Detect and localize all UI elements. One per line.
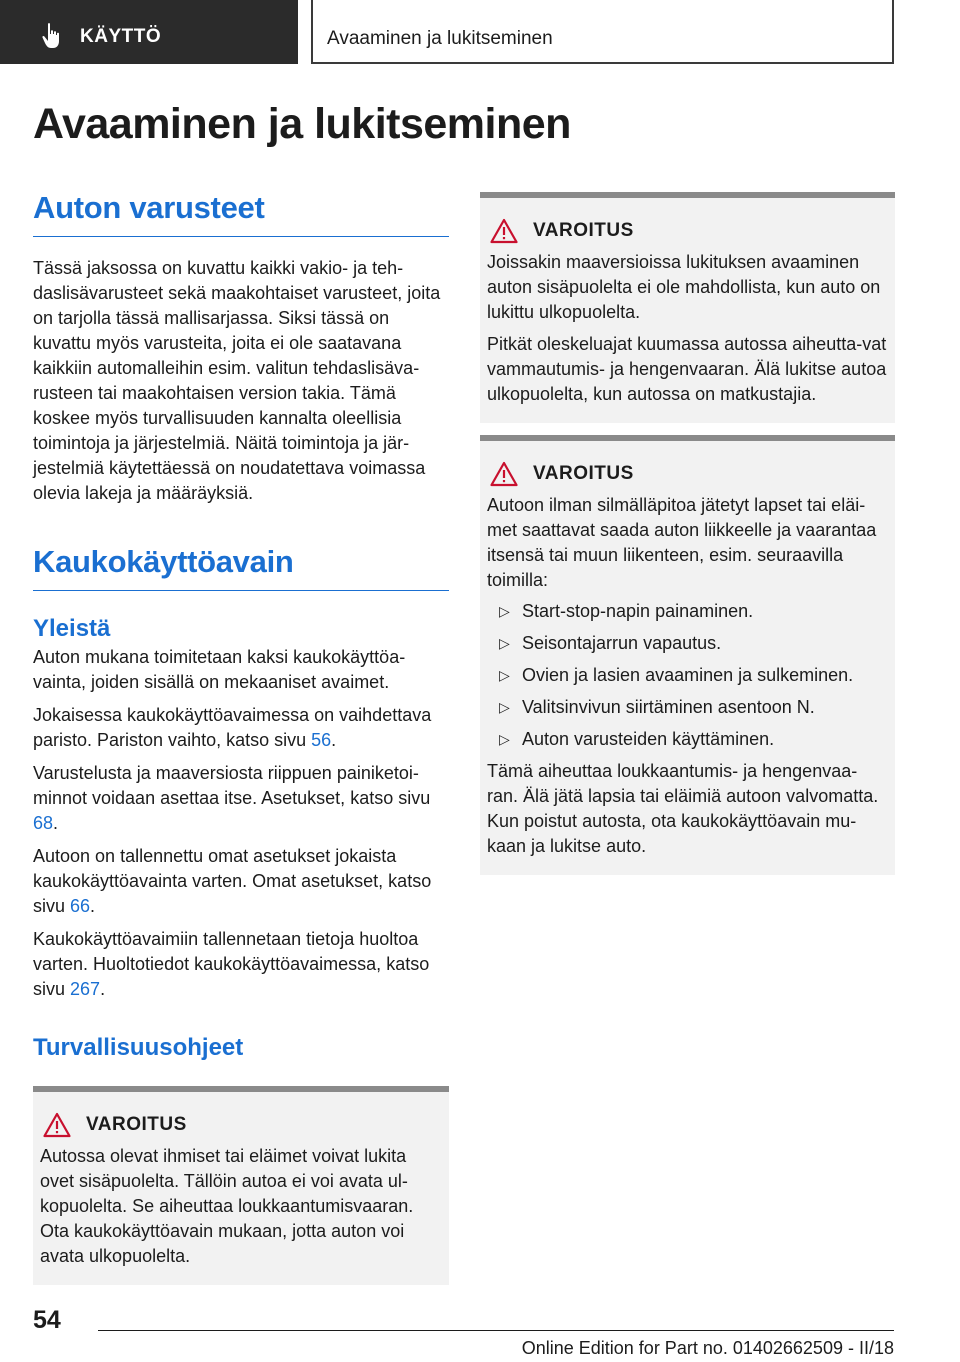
- right-column: [480, 192, 895, 875]
- list-item: ▷ Start-stop-napin painaminen.: [487, 599, 887, 624]
- general-paragraph-2: Jokaisessa kaukokäyttöavaimessa on vaihdettava paristo. Pariston vaihto, katso sivu 56.: [33, 705, 432, 750]
- list-item: ▷ Auton varusteiden käyttäminen.: [487, 727, 887, 752]
- warning-box-lock: [33, 1086, 449, 1285]
- footer-divider: [98, 1330, 894, 1331]
- triangle-bullet-icon: ▷: [499, 635, 510, 651]
- chapter-title: Avaaminen ja lukitseminen: [327, 28, 553, 49]
- triangle-bullet-icon: ▷: [499, 603, 510, 619]
- left-column: [33, 190, 449, 1285]
- general-paragraph-1: Auton mukana toimitetaan kaksi kaukokäyttöa-vainta, joiden sisällä on mekaaniset avaimet.: [33, 647, 406, 692]
- triangle-bullet-icon: ▷: [499, 699, 510, 715]
- general-paragraph-3: Varustelusta ja maaversiosta riippuen painiketoi-minnot voidaan asettaa itse. Asetukset, katso sivu 68.: [33, 763, 431, 833]
- general-paragraph-4: Autoon on tallennettu omat asetukset jokaista kaukokäyttöavainta varten. Omat asetukset, katso sivu 66.: [33, 846, 432, 916]
- warning-text-1: Joissakin maaversioissa lukituksen avaaminen auton sisäpuolelta ei ole mahdollista, kun auto on lukittu ulkopuolelta.: [487, 252, 881, 322]
- warning-title: VAROITUS: [533, 220, 634, 241]
- section-label: KÄYTTÖ: [80, 26, 162, 47]
- warning-text-2: Pitkät oleskeluajat kuumassa autossa aiheutta-vat vammautumis- ja hengenvaaran. Älä lukitse autoa ulkopuolelta, kun autossa on matkustajia.: [487, 334, 887, 404]
- hand-pointer-icon: [40, 22, 64, 50]
- warning-outro: Tämä aiheuttaa loukkaantumis- ja hengenvaa-ran. Älä jätä lapsia tai eläimiä autoon valvomatta. Kun poistut autosta, ota kaukokäyttöavain mu-kaan ja lukitse auto.: [487, 761, 879, 856]
- page-title: Avaaminen ja lukitseminen: [33, 100, 571, 148]
- list-item: ▷ Ovien ja lasien avaaminen ja sulkeminen.: [487, 663, 887, 688]
- warning-title: VAROITUS: [86, 1114, 187, 1135]
- page-link-66[interactable]: 66: [70, 896, 91, 916]
- warning-title: VAROITUS: [533, 463, 634, 484]
- subheading-safety: Turvallisuusohjeet: [33, 1034, 244, 1061]
- triangle-bullet-icon: ▷: [499, 731, 510, 747]
- section-heading-remote-key: Kaukokäyttöavain: [33, 544, 449, 591]
- warning-box-unlock: [480, 192, 895, 423]
- warning-triangle-icon: [490, 461, 518, 487]
- general-paragraph-5: Kaukokäyttöavaimiin tallennetaan tietoja huoltoa varten. Huoltotiedot kaukokäyttöavaimessa, katso sivu 267.: [33, 929, 430, 999]
- equipment-paragraph: Tässä jaksossa on kuvattu kaikki vakio- ja teh-daslisävarusteet sekä maakohtaiset varusteet, joita on tarjolla tässä mallisarjassa. Siksi tässä on kuvattu myös varusteita, joita ei ole saatavana kaikkiin automalleihin esim. valitun tehdaslisäva-rusteen tai maakohtaisen version takia. Tämä koskee myös turvallisuuden kannalta oleellisia toimintoja ja järjestelmiä. Näitä toimintoja ja jär-jestelmiä käytettäessä on noudatettava voimassa olevia lakeja ja määräyksiä.: [33, 258, 441, 503]
- triangle-bullet-icon: ▷: [499, 667, 510, 683]
- page-number: 54: [33, 1306, 61, 1334]
- page-link-68[interactable]: 68: [33, 813, 54, 833]
- header-chapter-box: [311, 0, 894, 64]
- warning-triangle-icon: [43, 1112, 71, 1138]
- section-heading-equipment: Auton varusteet: [33, 190, 449, 237]
- list-item: ▷ Seisontajarrun vapautus.: [487, 631, 887, 656]
- warning-box-children: [480, 435, 895, 875]
- warning-intro: Autoon ilman silmälläpitoa jätetyt lapset tai eläi-met saattavat saada auton liikkeelle ja vaarantaa itsensä tai muun liikenteen, esim. seuraavilla toimilla:: [487, 495, 877, 590]
- list-item: ▷ Valitsinvivun siirtäminen asentoon N.: [487, 695, 887, 720]
- section-tab: [0, 0, 298, 64]
- footer-edition: Online Edition for Part no. 01402662509 - II/18: [521, 1338, 894, 1358]
- page-link-56[interactable]: 56: [311, 730, 332, 750]
- warning-triangle-icon: [490, 218, 518, 244]
- warning-text: Autossa olevat ihmiset tai eläimet voivat lukita ovet sisäpuolelta. Tällöin autoa ei voi avata ul-kopuolelta. Se aiheuttaa loukkaantumisvaaran. Ota kaukokäyttöavain mukaan, jotta auton voi avata ulkopuolelta.: [40, 1146, 414, 1266]
- hazard-list: [487, 599, 887, 752]
- page-link-267[interactable]: 267: [70, 979, 101, 999]
- subheading-general: Yleistä: [33, 615, 111, 642]
